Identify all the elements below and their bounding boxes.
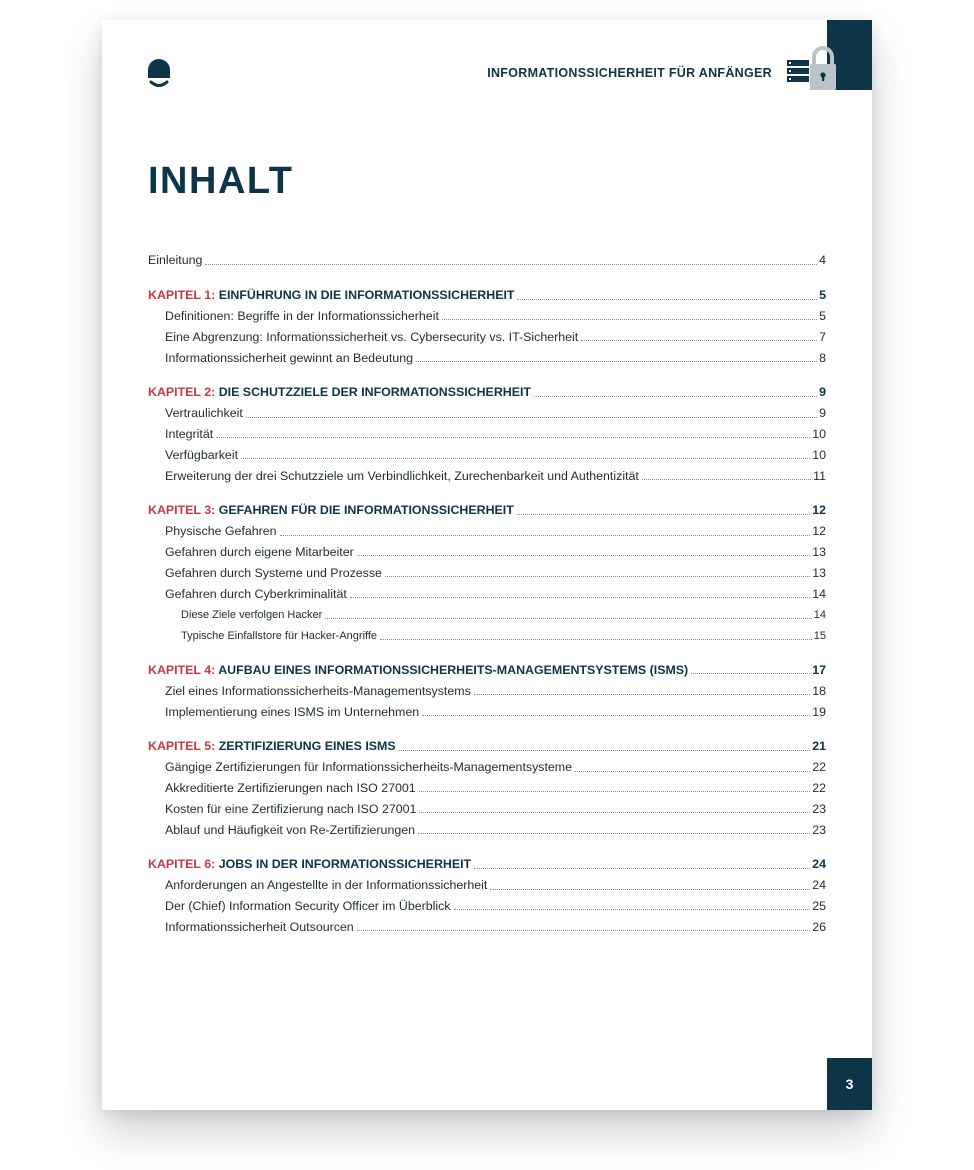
toc-section-entry[interactable]	[148, 818, 826, 839]
dot-leader	[581, 340, 817, 341]
dot-leader	[416, 361, 817, 362]
chapter-label	[148, 504, 514, 519]
toc-page-number: 9	[819, 385, 826, 400]
dot-leader	[419, 791, 811, 792]
toc-section-entry[interactable]	[148, 402, 826, 423]
dot-leader	[246, 417, 817, 418]
toc-page-number: 12	[812, 503, 826, 518]
toc-page-number: 5	[819, 308, 826, 323]
toc-page-number: 15	[813, 629, 826, 642]
toc-chapter-heading[interactable]	[148, 735, 826, 756]
toc-section-entry[interactable]	[148, 756, 826, 777]
toc-entry-label: Gängige Zertifizierungen für Informationssicherheits-Managementsysteme	[165, 760, 573, 775]
toc-entry-intro[interactable]	[148, 249, 826, 270]
toc-entry-label: Ablauf und Häufigkeit von Re-Zertifizierungen	[165, 822, 416, 837]
dot-leader	[418, 833, 810, 834]
document-page	[102, 20, 872, 1110]
chapter-title: EINFÜHRUNG IN DIE INFORMATIONSSICHERHEIT	[218, 288, 515, 303]
toc-page-number: 4	[819, 253, 826, 268]
toc-entry-label: Typische Einfallstore für Hacker-Angriffe	[181, 629, 378, 642]
chapter-title: JOBS IN DER INFORMATIONSSICHERHEIT	[218, 857, 472, 872]
chapter-label	[148, 858, 471, 873]
toc-entry-label: Kosten für eine Zertifizierung nach ISO 27001	[165, 801, 417, 816]
toc-entry-label: Gefahren durch Systeme und Prozesse	[165, 565, 382, 580]
toc-chapter-heading[interactable]	[148, 284, 826, 305]
dot-leader	[490, 889, 810, 890]
toc-section-entry[interactable]	[148, 797, 826, 818]
toc-page-number: 23	[812, 822, 826, 837]
chapter-title: DIE SCHUTZZIELE DER INFORMATIONSSICHERHEIT	[218, 385, 531, 400]
dot-leader	[534, 396, 817, 397]
toc-section-entry[interactable]	[148, 874, 826, 895]
toc-entry-label: Informationssicherheit gewinnt an Bedeutung	[165, 350, 413, 365]
toc-entry-label: Integrität	[165, 426, 214, 441]
toc-section-entry[interactable]	[148, 520, 826, 541]
dot-leader	[517, 514, 810, 515]
toc-section-entry[interactable]	[148, 777, 826, 798]
dot-leader	[350, 597, 810, 598]
dot-leader	[216, 437, 810, 438]
dot-leader	[380, 639, 812, 640]
dot-leader	[454, 909, 811, 910]
dot-leader	[325, 618, 812, 619]
toc-section-entry[interactable]	[148, 346, 826, 367]
dot-leader	[357, 555, 810, 556]
dot-leader	[642, 479, 811, 480]
toc-entry-label: Eine Abgrenzung: Informationssicherheit vs. Cybersecurity vs. IT-Sicherheit	[165, 329, 579, 344]
dot-leader	[241, 458, 810, 459]
toc-section-entry[interactable]	[148, 582, 826, 603]
toc-section-entry[interactable]	[148, 325, 826, 346]
toc-page-number: 7	[819, 329, 826, 344]
toc-section-entry[interactable]	[148, 561, 826, 582]
toc-page-number: 8	[819, 350, 826, 365]
toc-page-number: 21	[812, 739, 826, 754]
toc-entry-label: Implementierung eines ISMS im Unternehmen	[165, 704, 420, 719]
toc-entry-label: Diese Ziele verfolgen Hacker	[181, 608, 323, 621]
toc-section-entry[interactable]	[148, 443, 826, 464]
chapter-label	[148, 664, 688, 679]
toc-page-number: 24	[812, 878, 826, 893]
toc-chapter-heading[interactable]	[148, 659, 826, 680]
dot-leader	[442, 319, 817, 320]
toc-section-entry[interactable]	[148, 423, 826, 444]
toc-section-entry[interactable]	[148, 464, 826, 485]
chapter-label	[148, 386, 531, 401]
toc-entry-label: Erweiterung der drei Schutzziele um Verbindlichkeit, Zurechenbarkeit und Authentizität	[165, 468, 639, 483]
chapter-prefix: KAPITEL 1:	[148, 288, 216, 303]
toc-page-number: 18	[812, 683, 826, 698]
toc-page-number: 25	[812, 898, 826, 913]
dot-leader	[422, 715, 810, 716]
chapter-prefix: KAPITEL 5:	[148, 739, 216, 754]
chapter-prefix: KAPITEL 4:	[148, 662, 216, 677]
toc-page-number: 9	[819, 406, 826, 421]
toc-entry-label: Anforderungen an Angestellte in der Informationssicherheit	[165, 878, 488, 893]
toc-page-number: 11	[813, 468, 826, 483]
dot-leader	[280, 535, 811, 536]
toc-chapter-heading[interactable]	[148, 381, 826, 402]
toc-page-number: 19	[812, 704, 826, 719]
chapter-title: GEFAHREN FÜR DIE INFORMATIONSSICHERHEIT	[218, 503, 514, 518]
toc-page-number: 22	[812, 780, 826, 795]
toc-page-number: 26	[812, 919, 826, 934]
brand-logo-icon	[148, 58, 170, 90]
toc-entry-label: Gefahren durch Cyberkriminalität	[165, 586, 347, 601]
chapter-prefix: KAPITEL 3:	[148, 503, 216, 518]
dot-leader	[419, 812, 810, 813]
toc-entry-label: Verfügbarkeit	[165, 447, 239, 462]
toc-entry-label: Informationssicherheit Outsourcen	[165, 919, 354, 934]
header-title: INFORMATIONSSICHERHEIT FÜR ANFÄNGER	[487, 66, 772, 80]
toc-chapter-heading[interactable]	[148, 499, 826, 520]
toc-section-entry[interactable]	[148, 895, 826, 916]
chapter-label	[148, 289, 514, 304]
dot-leader	[385, 576, 810, 577]
toc-page-number: 17	[812, 662, 826, 677]
toc-entry-label: Physische Gefahren	[165, 524, 277, 539]
toc-page-number: 14	[813, 608, 826, 621]
dot-leader	[474, 868, 810, 869]
dot-leader	[357, 930, 811, 931]
toc-section-entry[interactable]	[148, 915, 826, 936]
dot-leader	[474, 694, 810, 695]
toc-page-number: 23	[812, 801, 826, 816]
toc-page-number: 12	[812, 524, 826, 539]
toc-entry-label: Akkreditierte Zertifizierungen nach ISO 27001	[165, 780, 416, 795]
chapter-prefix: KAPITEL 2:	[148, 385, 216, 400]
page-number: 3	[827, 1058, 872, 1110]
toc-section-entry[interactable]	[148, 541, 826, 562]
server-lock-icon	[785, 42, 839, 94]
toc-subsection-entry[interactable]	[148, 624, 826, 645]
toc-page-number: 5	[819, 288, 826, 303]
dot-leader	[691, 673, 810, 674]
toc-entry-label: Gefahren durch eigene Mitarbeiter	[165, 544, 354, 559]
page-title: INHALT	[148, 160, 294, 202]
chapter-label	[148, 740, 396, 755]
chapter-title: AUFBAU EINES INFORMATIONSSICHERHEITS-MANAGEMENTSYSTEMS (ISMS)	[218, 662, 689, 677]
dot-leader	[205, 264, 817, 265]
toc-section-entry[interactable]	[148, 679, 826, 700]
toc-page-number: 10	[812, 426, 826, 441]
toc-chapter-heading[interactable]	[148, 853, 826, 874]
chapter-title: ZERTIFIZIERUNG EINES ISMS	[218, 739, 396, 754]
toc-section-entry[interactable]	[148, 700, 826, 721]
toc-page-number: 22	[812, 760, 826, 775]
toc-page-number: 14	[812, 586, 826, 601]
toc-subsection-entry[interactable]	[148, 603, 826, 624]
toc-entry-label: Vertraulichkeit	[165, 406, 243, 421]
toc-page-number: 24	[812, 857, 826, 872]
toc-entry-label: Der (Chief) Information Security Officer im Überblick	[165, 898, 451, 913]
toc-page-number: 10	[812, 447, 826, 462]
toc-section-entry[interactable]	[148, 305, 826, 326]
toc-entry-label: Einleitung	[148, 253, 203, 268]
toc-page-number: 13	[812, 565, 826, 580]
dot-leader	[575, 771, 810, 772]
dot-leader	[399, 750, 811, 751]
chapter-prefix: KAPITEL 6:	[148, 857, 216, 872]
toc-entry-label: Ziel eines Informationssicherheits-Managementsystems	[165, 683, 471, 698]
dot-leader	[517, 299, 817, 300]
toc-entry-label: Definitionen: Begriffe in der Informationssicherheit	[165, 308, 439, 323]
table-of-contents	[148, 249, 826, 936]
toc-page-number: 13	[812, 544, 826, 559]
